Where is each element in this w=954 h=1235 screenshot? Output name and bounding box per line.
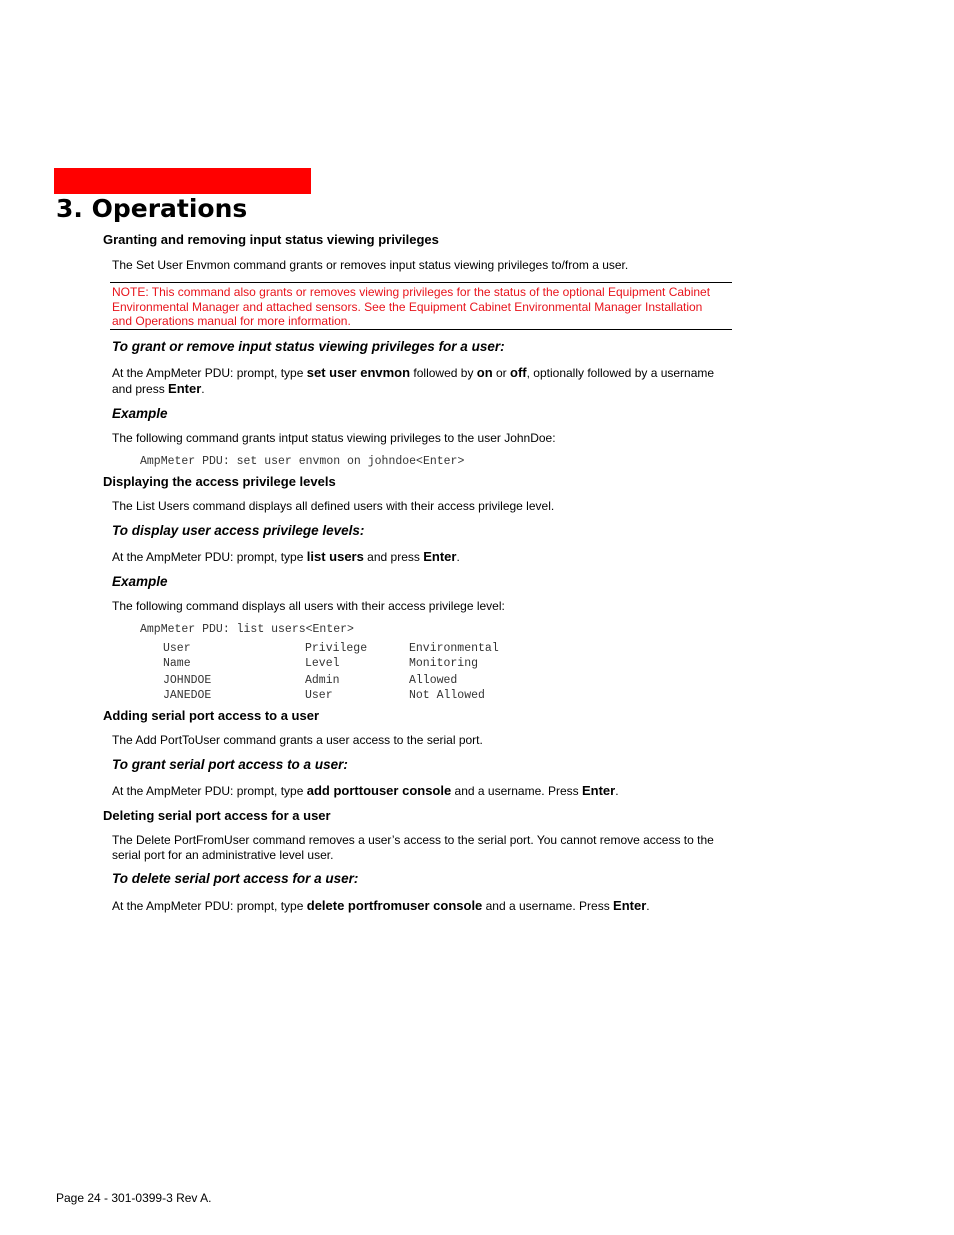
section-intro-delete-port: The Delete PortFromUser command removes a user’s access to the serial port. You cannot remove access to the serial port for an administrative level user. bbox=[112, 833, 714, 862]
table-cell: Allowed bbox=[409, 674, 458, 687]
table-row: JANEDOE bbox=[163, 689, 212, 702]
section-intro-add-port: The Add PortToUser command grants a user access to the serial port. bbox=[112, 733, 483, 747]
procedure-heading-envmon: To grant or remove input status viewing privileges for a user: bbox=[112, 339, 505, 354]
table-header-user: User Name bbox=[163, 642, 191, 670]
command-delete-portfromuser: delete portfromuser console bbox=[306, 898, 483, 913]
example-heading-list-users: Example bbox=[112, 574, 168, 589]
page-footer: Page 24 - 301-0399-3 Rev A. bbox=[56, 1191, 212, 1205]
example-heading-envmon: Example bbox=[112, 406, 168, 421]
example-text-envmon: The following command grants intput status viewing privileges to the user JohnDoe: bbox=[112, 431, 556, 445]
note-text: NOTE: This command also grants or removes viewing privileges for the status of the optional Equipment Cabinet Environmental Manager and attached sensors. See the Equipment Cabinet Environmental Manager Installation and Operations manual for more information. bbox=[112, 285, 711, 329]
procedure-heading-add-port: To grant serial port access to a user: bbox=[112, 757, 348, 772]
note-box bbox=[110, 282, 732, 330]
table-row: JOHNDOE bbox=[163, 674, 212, 687]
section-heading-delete-port: Deleting serial port access for a user bbox=[103, 808, 331, 823]
section-heading-add-port: Adding serial port access to a user bbox=[103, 708, 320, 723]
command-add-porttouser: add porttouser console bbox=[306, 783, 452, 798]
command-set-user-envmon: set user envmon bbox=[306, 365, 411, 380]
section-intro-envmon: The Set User Envmon command grants or removes input status viewing privileges to/from a user. bbox=[112, 258, 629, 272]
table-header-privilege: Privilege Level bbox=[305, 642, 368, 670]
table-cell: User bbox=[305, 689, 333, 702]
section-heading-envmon: Granting and removing input status viewing privileges bbox=[103, 232, 439, 247]
procedure-heading-delete-port: To delete serial port access for a user: bbox=[112, 871, 359, 886]
example-code-envmon: AmpMeter PDU: set user envmon on johndoe<Enter> bbox=[140, 455, 465, 468]
chapter-accent-bar bbox=[54, 168, 311, 194]
chapter-title: 3. Operations bbox=[56, 194, 248, 223]
table-header-environmental: Environmental Monitoring bbox=[409, 642, 499, 670]
procedure-text-add-port: At the AmpMeter PDU: prompt, type add porttouser console and a username. Press Enter. bbox=[112, 783, 619, 798]
table-cell: Not Allowed bbox=[409, 689, 485, 702]
procedure-text-delete-port: At the AmpMeter PDU: prompt, type delete portfromuser console and a username. Press Enter. bbox=[112, 898, 650, 913]
example-text-list-users: The following command displays all users with their access privilege level: bbox=[112, 599, 505, 613]
example-code-list-users: AmpMeter PDU: list users<Enter> bbox=[140, 623, 354, 636]
section-heading-list-users: Displaying the access privilege levels bbox=[103, 474, 336, 489]
procedure-text-envmon: At the AmpMeter PDU: prompt, type set user envmon followed by on or off, optionally followed by a username and press Enter. bbox=[112, 365, 715, 396]
table-cell: Admin bbox=[305, 674, 340, 687]
procedure-text-list-users: At the AmpMeter PDU: prompt, type list users and press Enter. bbox=[112, 549, 460, 564]
section-intro-list-users: The List Users command displays all defined users with their access privilege level. bbox=[112, 499, 555, 513]
procedure-heading-list-users: To display user access privilege levels: bbox=[112, 523, 365, 538]
command-list-users: list users bbox=[306, 549, 364, 564]
